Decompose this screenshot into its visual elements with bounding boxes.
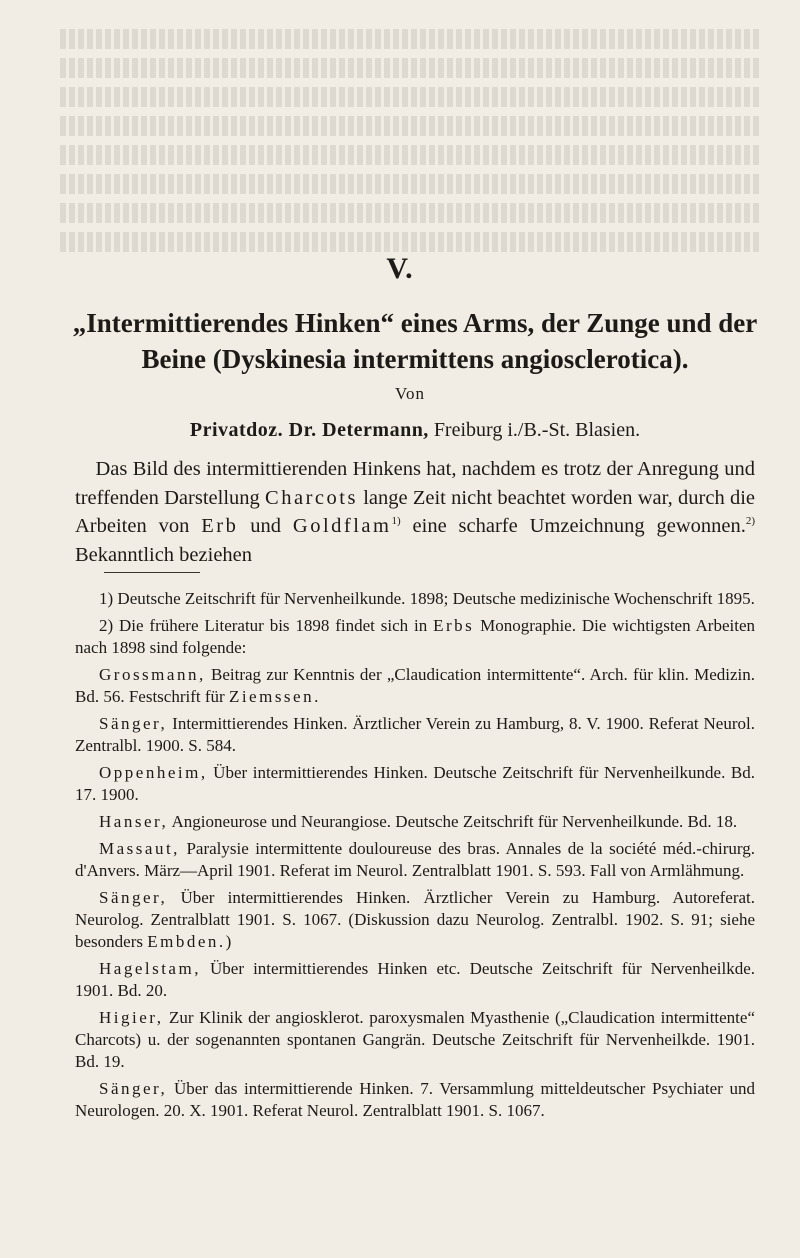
reference-item: Sänger, Über das intermittierende Hinken. 7. Versammlung mitteldeutscher Psychiater und Neurologen. 20. X. 1901. Referat Neurol. Zentralblatt 1901. S. 1067. bbox=[75, 1079, 756, 1120]
spaced-name: Erb bbox=[201, 515, 239, 537]
spaced-name: Charcots bbox=[265, 486, 358, 509]
footnotes bbox=[75, 588, 755, 1127]
footnote-marker: 1) bbox=[391, 515, 401, 528]
byline-von: Von bbox=[394, 384, 426, 403]
footnote: 1) Deutsche Zeitschrift für Nervenheilkunde. 1898; Deutsche medizinische Wochenschrift 1895. bbox=[99, 589, 755, 608]
author-line bbox=[0, 419, 800, 442]
body-text: lange Zeit nicht beachtet worden war, durch die Arbeiten von bbox=[75, 486, 756, 537]
footnote-marker: 2) bbox=[745, 515, 756, 528]
reference-item: Grossmann, Beitrag zur Kenntnis der „Claudication intermittente“. Arch. für klin. Medizin. Bd. 56. Festschrift für Ziemssen. bbox=[75, 665, 756, 706]
reference-item: Sänger, Über intermittierendes Hinken. Ärztlicher Verein zu Hamburg. Autoreferat. Neurolog. Zentralblatt 1901. S. 1067. (Diskussion dazu Neurolog. Zentralbl. 1902. S. 91; siehe besonders Embden.) bbox=[75, 888, 756, 951]
author-place: Freiburg i./B.-St. Blasien. bbox=[433, 419, 641, 441]
reference-item: Sänger, Intermittierendes Hinken. Ärztlicher Verein zu Hamburg, 8. V. 1900. Referat Neurol. Zentralbl. 1900. S. 584. bbox=[75, 714, 755, 755]
reference-item: Hagelstam, Über intermittierendes Hinken etc. Deutsche Zeitschrift für Nervenheilkde. 1901. Bd. 20. bbox=[75, 959, 755, 1000]
reference-item: Oppenheim, Über intermittierendes Hinken. Deutsche Zeitschrift für Nervenheilkunde. Bd. 17. 1900. bbox=[75, 763, 756, 804]
author-name: Privatdoz. Dr. Determann, bbox=[189, 419, 429, 441]
reference-item: Massaut, Paralysie intermittente douloureuse des bras. Annales de la société méd.-chirurg. d'Anvers. März—April 1901. Referat im Neurol. Zentralblatt 1901. S. 593. Fall von Armlähmung. bbox=[75, 839, 755, 880]
body-text: Bekanntlich beziehen bbox=[75, 543, 253, 566]
body-text: eine scharfe Umzeichnung gewonnen. bbox=[412, 515, 746, 537]
reference-item: Higier, Zur Klinik der angiosklerot. paroxysmalen Myasthenie („Claudication intermittente“ Charcots) u. der sogenannten spontanen Gangrän. Deutsche Zeitschrift für Nervenheilkde. 1901. Bd. 19. bbox=[75, 1008, 755, 1071]
reference-item: Hanser, Angioneurose und Neurangiose. Deutsche Zeitschrift für Nervenheilkunde. Bd. 18. bbox=[99, 812, 738, 831]
body-text: und bbox=[250, 515, 281, 537]
body-paragraph bbox=[75, 455, 755, 569]
spaced-name: Goldflam bbox=[292, 515, 392, 537]
footnote: 2) Die frühere Literatur bis 1898 findet sich in Erbs Monographie. Die wichtigsten Arbeiten nach 1898 sind folgende: bbox=[75, 616, 755, 657]
bleed-through-text bbox=[60, 20, 760, 260]
body-text: Das Bild des intermittierenden Hinkens hat, nachdem es trotz der Anregung und treffenden Darstellung bbox=[75, 458, 755, 509]
footnote-rule bbox=[104, 572, 200, 573]
article-title: „Intermittierendes Hinken“ eines Arms, der Zunge und der Beine (Dyskinesia intermittens angiosclerotica). bbox=[72, 308, 758, 374]
chapter-number: V. bbox=[386, 252, 414, 285]
